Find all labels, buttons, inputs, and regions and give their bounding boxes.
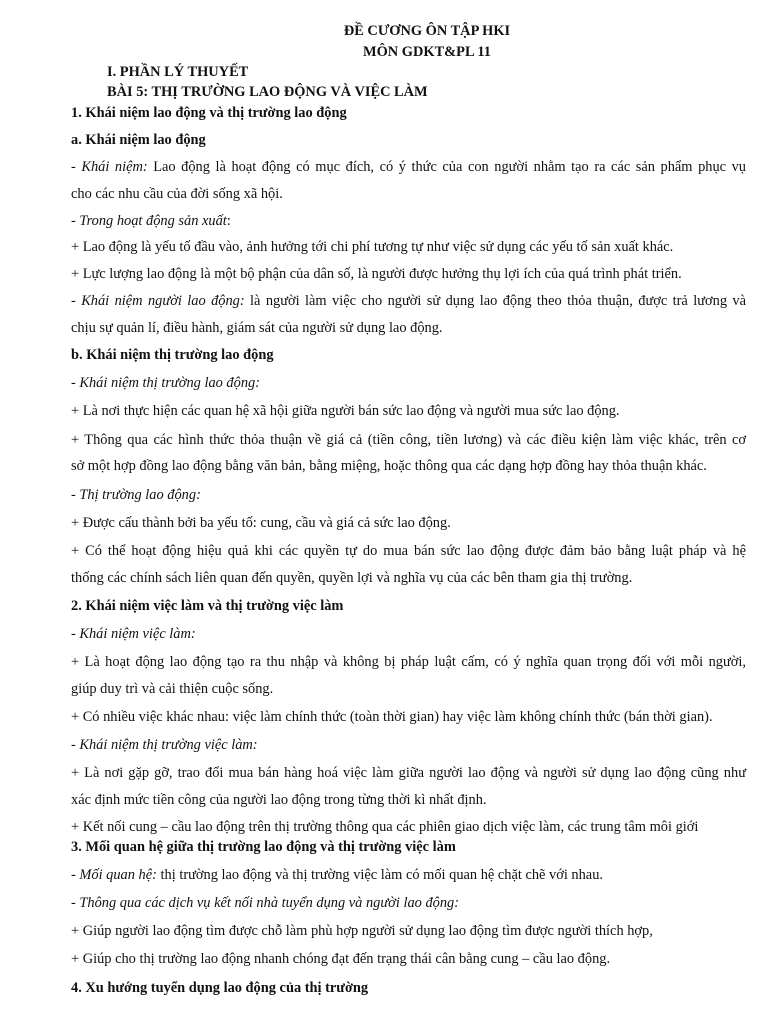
bullet-item: + Lao động là yếu tố đầu vào, ảnh hưởng tới chi phí tương tự như việc sử dụng các yếu tố sản xuất khác. bbox=[71, 239, 674, 255]
term-label: - Khái niệm việc làm: bbox=[71, 626, 196, 642]
term-label: - Thị trường lao động: bbox=[71, 487, 201, 503]
bullet-item-continued: thống các chính sách liên quan đến quyền, quyền lợi và nghĩa vụ của các bên tham gia thị trường. bbox=[71, 570, 633, 586]
section-1-heading: 1. Khái niệm lao động và thị trường lao động bbox=[71, 105, 347, 121]
term-label: - Khái niệm thị trường việc làm: bbox=[71, 737, 258, 753]
term-label: - Thông qua các dịch vụ kết nối nhà tuyển dụng và người lao động: bbox=[71, 895, 460, 911]
term-label: - Khái niệm người lao động: bbox=[71, 293, 245, 309]
paragraph bbox=[71, 292, 746, 310]
bullet-item: + Có thể hoạt động hiệu quả khi các quyền tự do mua bán sức lao động được đảm bảo bằng luật pháp và hệ bbox=[71, 543, 746, 559]
paragraph-text: chịu sự quản lí, điều hành, giám sát của người sử dụng lao động. bbox=[71, 320, 443, 336]
lesson-heading: BÀI 5: THỊ TRƯỜNG LAO ĐỘNG VÀ VIỆC LÀM bbox=[107, 84, 428, 100]
term-label: - Khái niệm thị trường lao động: bbox=[71, 375, 261, 391]
bullet-item-continued: sở một hợp đồng lao động bằng văn bản, bằng miệng, hoặc thông qua các dạng hợp đồng hay thỏa thuận khác. bbox=[71, 458, 707, 474]
bullet-item: + Lực lượng lao động là một bộ phận của dân số, là người được hưởng thụ lợi ích của quá trình phát triển. bbox=[71, 266, 682, 282]
paragraph bbox=[71, 866, 603, 884]
bullet-item: + Giúp cho thị trường lao động nhanh chóng đạt đến trạng thái cân bằng cung – cầu lao động. bbox=[71, 951, 611, 967]
paragraph-text: Lao động là hoạt động có mục đích, có ý thức của con người nhằm tạo ra các sản phẩm phục vụ bbox=[147, 159, 746, 175]
bullet-item: + Giúp người lao động tìm được chỗ làm phù hợp người sử dụng lao động tìm được người thích hợp, bbox=[71, 923, 653, 939]
paragraph-text: : bbox=[226, 213, 231, 229]
document-subject: MÔN GDKT&PL 11 bbox=[363, 44, 491, 60]
document-title: ĐỀ CƯƠNG ÔN TẬP HKI bbox=[343, 23, 511, 39]
bullet-item-continued: xác định mức tiền công của người lao động trong từng thời kì nhất định. bbox=[71, 792, 487, 808]
section-2-heading: 2. Khái niệm việc làm và thị trường việc làm bbox=[71, 598, 344, 614]
bullet-item: + Là nơi gặp gỡ, trao đổi mua bán hàng hoá việc làm giữa người lao động và người sử dụng lao động cũng như bbox=[71, 765, 746, 781]
bullet-item: + Có nhiều việc khác nhau: việc làm chính thức (toàn thời gian) hay việc làm không chính thức (bán thời gian). bbox=[71, 709, 713, 725]
bullet-item: + Thông qua các hình thức thỏa thuận về giá cả (tiền công, tiền lương) và các điều kiện làm việc khác, trên cơ bbox=[71, 432, 746, 448]
paragraph-text: cho các nhu cầu của đời sống xã hội. bbox=[71, 186, 283, 202]
bullet-item: + Là hoạt động lao động tạo ra thu nhập và không bị pháp luật cấm, có ý nghĩa quan trọng đối với mỗi người, bbox=[71, 654, 746, 670]
bullet-item-continued: giúp duy trì và cải thiện cuộc sống. bbox=[71, 681, 274, 697]
paragraph bbox=[71, 212, 231, 230]
bullet-item: + Kết nối cung – cầu lao động trên thị trường thông qua các phiên giao dịch việc làm, các trung tâm môi giới bbox=[71, 819, 699, 835]
bullet-item: + Được cấu thành bởi ba yếu tố: cung, cầu và giá cả sức lao động. bbox=[71, 515, 451, 531]
section-4-heading: 4. Xu hướng tuyển dụng lao động của thị trường bbox=[71, 980, 369, 996]
term-label: - Trong hoạt động sản xuất bbox=[71, 213, 227, 229]
part-heading: I. PHẦN LÝ THUYẾT bbox=[107, 64, 249, 80]
paragraph-text: là người làm việc cho người sử dụng lao động theo thỏa thuận, được trả lương và bbox=[244, 293, 747, 309]
term-label: - Mối quan hệ: bbox=[71, 867, 157, 883]
section-3-heading: 3. Mối quan hệ giữa thị trường lao động và thị trường việc làm bbox=[71, 839, 456, 855]
term-label: - Khái niệm: bbox=[71, 159, 148, 175]
paragraph-text: thị trường lao động và thị trường việc làm có mối quan hệ chặt chẽ với nhau. bbox=[156, 867, 603, 883]
bullet-item: + Là nơi thực hiện các quan hệ xã hội giữa người bán sức lao động và người mua sức lao động. bbox=[71, 403, 620, 419]
section-1b-heading: b. Khái niệm thị trường lao động bbox=[71, 347, 274, 363]
section-1a-heading: a. Khái niệm lao động bbox=[71, 132, 206, 148]
paragraph bbox=[71, 158, 746, 176]
